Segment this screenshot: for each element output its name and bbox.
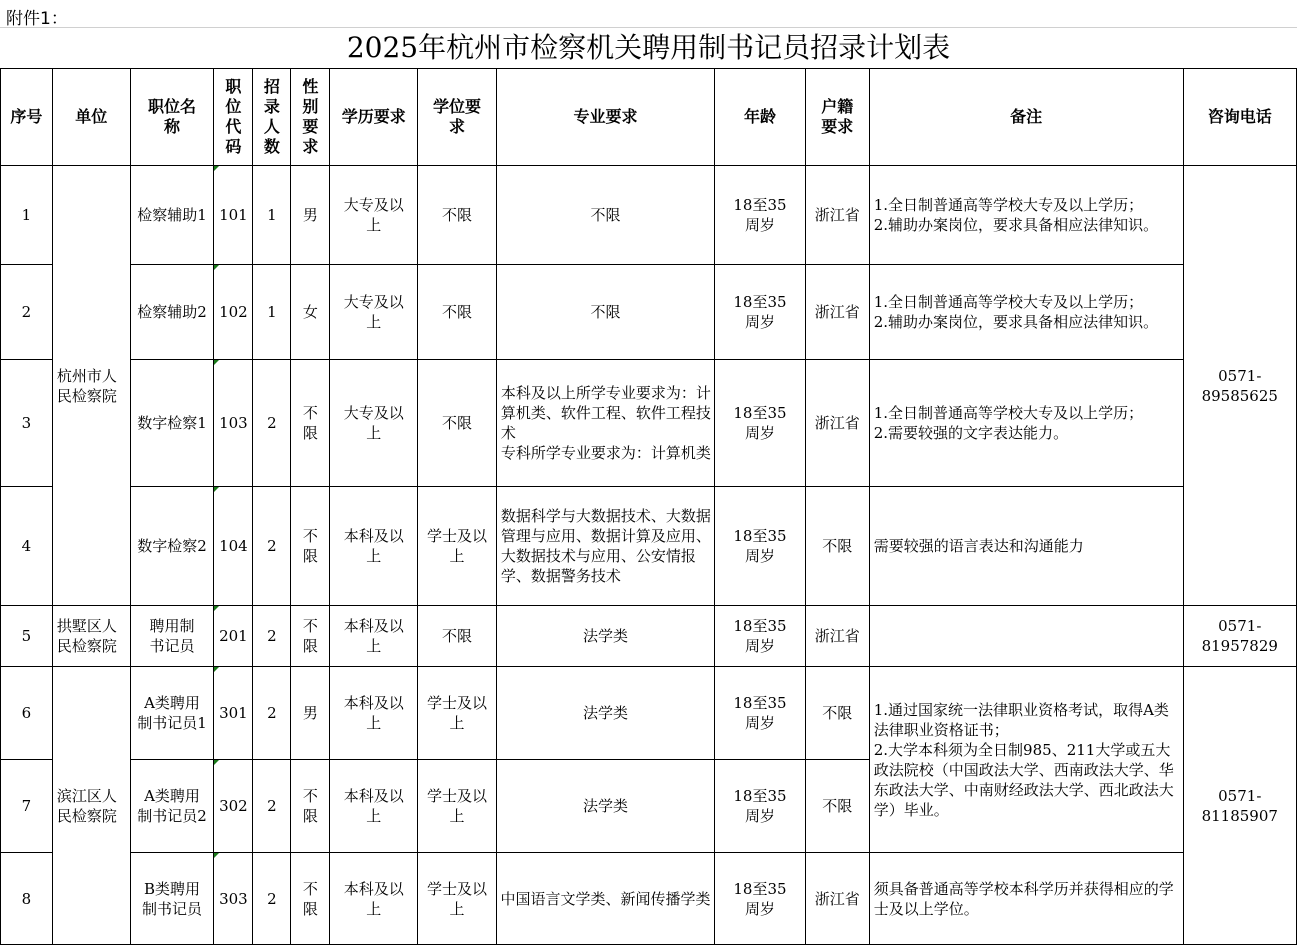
seq-cell: 8	[1, 853, 53, 945]
seq-cell: 4	[1, 487, 53, 606]
table-row	[1, 606, 1297, 667]
age-cell: 18至35周岁	[715, 667, 806, 760]
education-cell: 大专及以上	[330, 265, 418, 360]
code-cell: 201	[214, 606, 253, 667]
remarks-cell	[869, 606, 1183, 667]
page-title: 2025年杭州市检察机关聘用制书记员招录计划表	[346, 31, 951, 64]
phone-cell: 0571-81957829	[1183, 606, 1296, 667]
seq-cell: 3	[1, 360, 53, 487]
header-unit: 单位	[52, 69, 130, 166]
gender-cell: 不限	[291, 760, 330, 853]
seq-cell: 1	[1, 166, 53, 265]
gender-cell: 女	[291, 265, 330, 360]
education-cell: 大专及以上	[330, 166, 418, 265]
code-cell: 101	[214, 166, 253, 265]
position-cell: 聘用制书记员	[130, 606, 214, 667]
degree-cell: 学士及以上	[418, 760, 497, 853]
phone-cell: 0571-81185907	[1183, 667, 1296, 945]
age-cell: 18至35周岁	[715, 166, 806, 265]
unit-cell: 拱墅区人民检察院	[52, 606, 130, 667]
remarks-cell: 需要较强的语言表达和沟通能力	[869, 487, 1183, 606]
age-cell: 18至35周岁	[715, 360, 806, 487]
header-hukou: 户籍要求	[805, 69, 869, 166]
education-cell: 本科及以上	[330, 487, 418, 606]
table-row	[1, 487, 1297, 606]
code-cell: 303	[214, 853, 253, 945]
major-cell: 数据科学与大数据技术、大数据管理与应用、数据计算及应用、大数据技术与应用、公安情报学、数据警务技术	[496, 487, 714, 606]
recruitment-table	[0, 68, 1297, 945]
remarks-cell: 1.全日制普通高等学校大专及以上学历； 2.辅助办案岗位，要求具备相应法律知识。	[869, 166, 1183, 265]
position-cell: B类聘用制书记员	[130, 853, 214, 945]
major-cell: 法学类	[496, 606, 714, 667]
position-cell: 数字检察2	[130, 487, 214, 606]
header-phone: 咨询电话	[1183, 69, 1296, 166]
table-row	[1, 360, 1297, 487]
table-row	[1, 265, 1297, 360]
education-cell: 本科及以上	[330, 667, 418, 760]
count-cell: 2	[253, 360, 291, 487]
count-cell: 2	[253, 606, 291, 667]
count-cell: 1	[253, 265, 291, 360]
remarks-cell: 1.全日制普通高等学校大专及以上学历； 2.需要较强的文字表达能力。	[869, 360, 1183, 487]
gender-cell: 不限	[291, 360, 330, 487]
code-cell: 104	[214, 487, 253, 606]
gender-cell: 不限	[291, 853, 330, 945]
count-cell: 2	[253, 667, 291, 760]
education-cell: 本科及以上	[330, 853, 418, 945]
major-cell: 本科及以上所学专业要求为：计算机类、软件工程、软件工程技术 专科所学专业要求为：计算机类	[496, 360, 714, 487]
table-row	[1, 853, 1297, 945]
education-cell: 大专及以上	[330, 360, 418, 487]
seq-cell: 2	[1, 265, 53, 360]
degree-cell: 不限	[418, 360, 497, 487]
position-cell: 检察辅助1	[130, 166, 214, 265]
header-education: 学历要求	[330, 69, 418, 166]
degree-cell: 不限	[418, 166, 497, 265]
hukou-cell: 浙江省	[805, 853, 869, 945]
degree-cell: 学士及以上	[418, 667, 497, 760]
remarks-cell: 1.通过国家统一法律职业资格考试，取得A类法律职业资格证书； 2.大学本科须为全日制985、211大学或五大政法院校（中国政法大学、西南政法大学、华东政法大学、中南财经政法大学、西北政法大学）毕业。	[869, 667, 1183, 853]
position-cell: A类聘用制书记员1	[130, 667, 214, 760]
position-cell: A类聘用制书记员2	[130, 760, 214, 853]
major-cell: 不限	[496, 265, 714, 360]
remarks-cell: 1.全日制普通高等学校大专及以上学历； 2.辅助办案岗位，要求具备相应法律知识。	[869, 265, 1183, 360]
header-code: 职位代码	[214, 69, 253, 166]
hukou-cell: 不限	[805, 760, 869, 853]
major-cell: 不限	[496, 166, 714, 265]
unit-cell: 滨江区人民检察院	[52, 667, 130, 945]
age-cell: 18至35周岁	[715, 487, 806, 606]
major-cell: 法学类	[496, 667, 714, 760]
major-cell: 中国语言文学类、新闻传播学类	[496, 853, 714, 945]
hukou-cell: 不限	[805, 667, 869, 760]
degree-cell: 学士及以上	[418, 853, 497, 945]
count-cell: 1	[253, 166, 291, 265]
degree-cell: 学士及以上	[418, 487, 497, 606]
table-row	[1, 667, 1297, 760]
gender-cell: 男	[291, 166, 330, 265]
header-major: 专业要求	[496, 69, 714, 166]
header-degree: 学位要求	[418, 69, 497, 166]
header-age: 年龄	[715, 69, 806, 166]
gender-cell: 男	[291, 667, 330, 760]
position-cell: 检察辅助2	[130, 265, 214, 360]
major-cell: 法学类	[496, 760, 714, 853]
code-cell: 102	[214, 265, 253, 360]
phone-cell: 0571-89585625	[1183, 166, 1296, 606]
age-cell: 18至35周岁	[715, 265, 806, 360]
code-cell: 103	[214, 360, 253, 487]
seq-cell: 7	[1, 760, 53, 853]
code-cell: 301	[214, 667, 253, 760]
hukou-cell: 浙江省	[805, 166, 869, 265]
hukou-cell: 浙江省	[805, 360, 869, 487]
gender-cell: 不限	[291, 487, 330, 606]
unit-cell: 杭州市人民检察院	[52, 166, 130, 606]
age-cell: 18至35周岁	[715, 853, 806, 945]
hukou-cell: 不限	[805, 487, 869, 606]
attachment-label: 附件1：	[6, 9, 68, 29]
education-cell: 本科及以上	[330, 760, 418, 853]
header-row	[1, 69, 1297, 166]
hukou-cell: 浙江省	[805, 606, 869, 667]
gender-cell: 不限	[291, 606, 330, 667]
header-seq: 序号	[1, 69, 53, 166]
education-cell: 本科及以上	[330, 606, 418, 667]
table-row	[1, 166, 1297, 265]
remarks-cell: 须具备普通高等学校本科学历并获得相应的学士及以上学位。	[869, 853, 1183, 945]
header-remarks: 备注	[869, 69, 1183, 166]
degree-cell: 不限	[418, 606, 497, 667]
age-cell: 18至35周岁	[715, 606, 806, 667]
position-cell: 数字检察1	[130, 360, 214, 487]
hukou-cell: 浙江省	[805, 265, 869, 360]
count-cell: 2	[253, 760, 291, 853]
degree-cell: 不限	[418, 265, 497, 360]
count-cell: 2	[253, 853, 291, 945]
seq-cell: 6	[1, 667, 53, 760]
header-position: 职位名称	[130, 69, 214, 166]
header-gender: 性别要求	[291, 69, 330, 166]
header-count: 招录人数	[253, 69, 291, 166]
seq-cell: 5	[1, 606, 53, 667]
code-cell: 302	[214, 760, 253, 853]
age-cell: 18至35周岁	[715, 760, 806, 853]
count-cell: 2	[253, 487, 291, 606]
